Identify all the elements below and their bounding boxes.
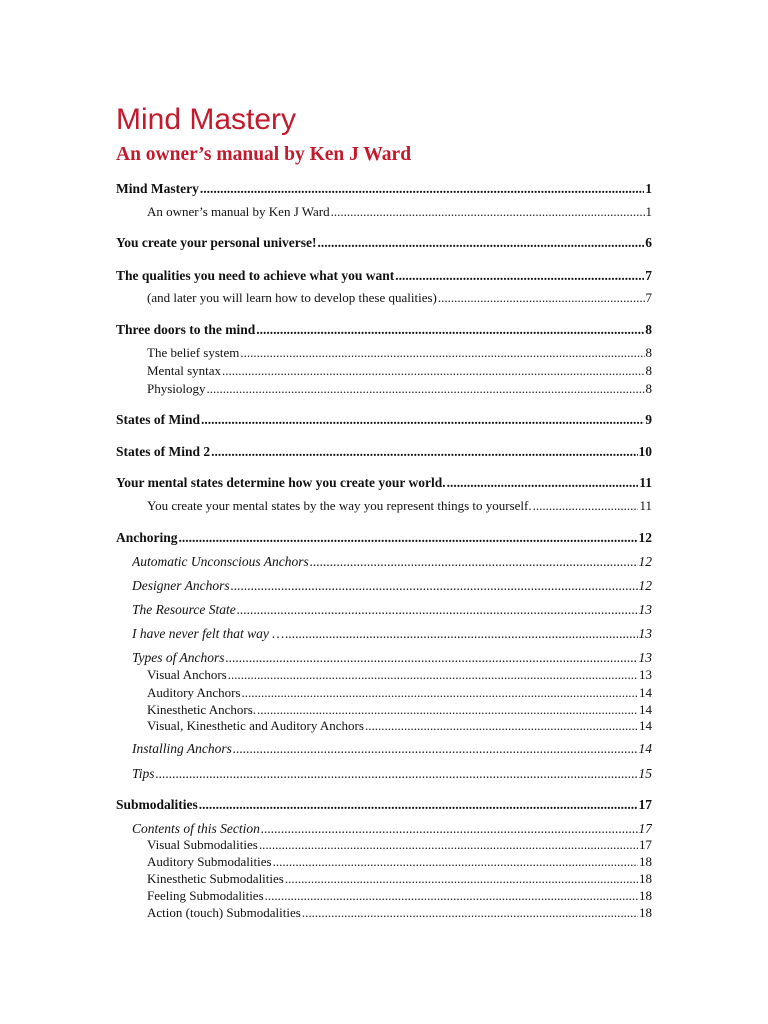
toc-entry-page: 12 bbox=[638, 530, 652, 545]
toc-leader bbox=[317, 234, 644, 252]
toc-entry-page: 18 bbox=[639, 871, 652, 886]
toc-leader bbox=[265, 887, 638, 905]
toc-leader bbox=[222, 362, 644, 380]
toc-leader bbox=[438, 289, 645, 307]
toc-entry-page: 15 bbox=[638, 766, 652, 781]
toc-leader bbox=[233, 740, 638, 758]
toc-entry[interactable] bbox=[116, 411, 652, 429]
toc-entry[interactable] bbox=[147, 904, 652, 922]
toc-entry-page: 14 bbox=[639, 718, 652, 733]
toc-entry-title: Visual Submodalities bbox=[147, 837, 258, 852]
toc-entry-page: 13 bbox=[638, 602, 652, 617]
toc-entry[interactable] bbox=[147, 836, 652, 854]
toc-entry-title: The belief system bbox=[147, 345, 240, 360]
toc-entry[interactable] bbox=[147, 887, 652, 905]
toc-entry[interactable] bbox=[132, 765, 652, 783]
toc-entry[interactable] bbox=[116, 321, 652, 339]
toc-entry-title: You create your personal universe! bbox=[116, 235, 317, 250]
toc-entry-title: The Resource State bbox=[132, 602, 236, 617]
toc-entry[interactable] bbox=[116, 234, 652, 252]
toc-entry-title: Auditory Anchors bbox=[147, 685, 241, 700]
toc-leader bbox=[285, 870, 638, 888]
toc-leader bbox=[231, 577, 638, 595]
toc-entry-page: 18 bbox=[639, 905, 652, 920]
toc-entry-page: 10 bbox=[638, 444, 652, 459]
toc-leader bbox=[302, 904, 638, 922]
toc-entry-page: 13 bbox=[638, 626, 652, 641]
toc-entry[interactable] bbox=[147, 684, 652, 702]
document-title: Mind Mastery bbox=[116, 103, 297, 136]
toc-leader bbox=[365, 717, 638, 735]
toc-entry-title: Designer Anchors bbox=[132, 578, 230, 593]
toc-leader bbox=[259, 836, 638, 854]
toc-entry-title: Visual Anchors bbox=[147, 667, 227, 682]
toc-entry-page: 6 bbox=[645, 235, 652, 250]
toc-leader bbox=[201, 411, 644, 429]
toc-entry-page: 12 bbox=[638, 554, 652, 569]
toc-leader bbox=[226, 649, 638, 667]
toc-entry-page: 8 bbox=[645, 363, 652, 378]
toc-entry-title: Mind Mastery bbox=[116, 181, 199, 196]
toc-entry-title: Physiology bbox=[147, 381, 206, 396]
toc-entry[interactable] bbox=[132, 553, 652, 571]
toc-entry-page: 1 bbox=[645, 204, 652, 219]
toc-entry[interactable] bbox=[147, 344, 652, 362]
toc-entry-page: 7 bbox=[645, 290, 652, 305]
toc-entry-page: 14 bbox=[638, 741, 652, 756]
toc-entry-page: 1 bbox=[645, 181, 652, 196]
document-subtitle: An owner’s manual by Ken J Ward bbox=[116, 144, 412, 165]
toc-entry[interactable] bbox=[147, 203, 652, 221]
toc-leader bbox=[228, 666, 638, 684]
toc-entry[interactable] bbox=[147, 362, 652, 380]
toc-leader bbox=[273, 853, 638, 871]
toc-entry-title: States of Mind bbox=[116, 412, 200, 427]
toc-entry[interactable] bbox=[116, 443, 652, 461]
toc-entry[interactable] bbox=[147, 497, 652, 515]
toc-entry-title: Automatic Unconscious Anchors bbox=[132, 554, 309, 569]
toc-entry[interactable] bbox=[147, 717, 652, 735]
toc-entry[interactable] bbox=[132, 740, 652, 758]
toc-leader bbox=[533, 497, 639, 515]
toc-leader bbox=[331, 203, 645, 221]
toc-leader bbox=[156, 765, 638, 783]
toc-entry-title: Kinesthetic Anchors. bbox=[147, 702, 257, 717]
toc-entry[interactable] bbox=[147, 666, 652, 684]
toc-leader bbox=[395, 267, 644, 285]
toc-leader bbox=[237, 601, 638, 619]
toc-entry-title: Action (touch) Submodalities bbox=[147, 905, 301, 920]
toc-entry-title: States of Mind 2 bbox=[116, 444, 211, 459]
toc-entry-page: 8 bbox=[645, 322, 652, 337]
toc-entry-title: An owner’s manual by Ken J Ward bbox=[147, 204, 330, 219]
toc-leader bbox=[310, 553, 638, 571]
toc-entry-page: 17 bbox=[638, 797, 652, 812]
toc-leader bbox=[240, 344, 644, 362]
toc-entry[interactable] bbox=[132, 577, 652, 595]
toc-entry-page: 7 bbox=[645, 268, 652, 283]
toc-entry-title: The qualities you need to achieve what you want bbox=[116, 268, 395, 283]
toc-entry[interactable] bbox=[147, 289, 652, 307]
toc-leader bbox=[256, 321, 644, 339]
toc-entry-page: 17 bbox=[639, 837, 652, 852]
toc-entry-page: 12 bbox=[638, 578, 652, 593]
toc-entry-title: Kinesthetic Submodalities bbox=[147, 871, 284, 886]
toc-entry[interactable] bbox=[116, 180, 652, 198]
toc-entry-page: 11 bbox=[639, 498, 652, 513]
toc-entry-page: 18 bbox=[639, 888, 652, 903]
toc-entry-title: Contents of this Section bbox=[132, 821, 260, 836]
toc-leader bbox=[179, 529, 638, 547]
toc-entry-title: Tips bbox=[132, 766, 155, 781]
toc-entry-page: 13 bbox=[638, 650, 652, 665]
toc-entry-title: I have never felt that way … bbox=[132, 626, 285, 641]
toc-entry-title: Anchoring bbox=[116, 530, 178, 545]
toc-entry-page: 8 bbox=[645, 345, 652, 360]
toc-leader bbox=[200, 180, 644, 198]
toc-leader bbox=[207, 380, 645, 398]
toc-entry[interactable] bbox=[116, 474, 652, 492]
toc-entry-title: Installing Anchors bbox=[132, 741, 232, 756]
toc-entry[interactable] bbox=[116, 796, 652, 814]
toc-leader bbox=[447, 474, 639, 492]
toc-entry-title: You create your mental states by the way you represent things to yourself. bbox=[147, 498, 532, 513]
toc-entry[interactable] bbox=[132, 625, 652, 643]
toc-entry-title: (and later you will learn how to develop these qualities) bbox=[147, 290, 437, 305]
toc-leader bbox=[285, 625, 637, 643]
toc-entry-title: Types of Anchors bbox=[132, 650, 225, 665]
toc-entry-page: 14 bbox=[639, 685, 652, 700]
toc-leader bbox=[199, 796, 638, 814]
toc-leader bbox=[242, 684, 638, 702]
toc-entry-page: 17 bbox=[638, 821, 652, 836]
toc-entry-page: 13 bbox=[639, 667, 652, 682]
toc-entry[interactable] bbox=[147, 380, 652, 398]
toc-entry-page: 11 bbox=[639, 475, 652, 490]
toc-entry-page: 8 bbox=[645, 381, 652, 396]
toc-entry-title: Three doors to the mind bbox=[116, 322, 256, 337]
toc-entry-page: 14 bbox=[639, 702, 652, 717]
toc-entry-title: Feeling Submodalities bbox=[147, 888, 264, 903]
toc-entry-title: Mental syntax bbox=[147, 363, 222, 378]
toc-entry[interactable] bbox=[132, 601, 652, 619]
toc-entry[interactable] bbox=[147, 870, 652, 888]
toc-entry[interactable] bbox=[116, 267, 652, 285]
toc-entry-page: 18 bbox=[639, 854, 652, 869]
toc-entry[interactable] bbox=[132, 649, 652, 667]
toc-entry-title: Your mental states determine how you create your world. bbox=[116, 475, 446, 490]
toc-entry[interactable] bbox=[116, 529, 652, 547]
toc-entry-title: Visual, Kinesthetic and Auditory Anchors bbox=[147, 718, 364, 733]
toc-leader bbox=[211, 443, 637, 461]
toc-entry-title: Submodalities bbox=[116, 797, 198, 812]
toc-entry[interactable] bbox=[147, 853, 652, 871]
toc-entry-page: 9 bbox=[645, 412, 652, 427]
toc-entry-title: Auditory Submodalities bbox=[147, 854, 272, 869]
